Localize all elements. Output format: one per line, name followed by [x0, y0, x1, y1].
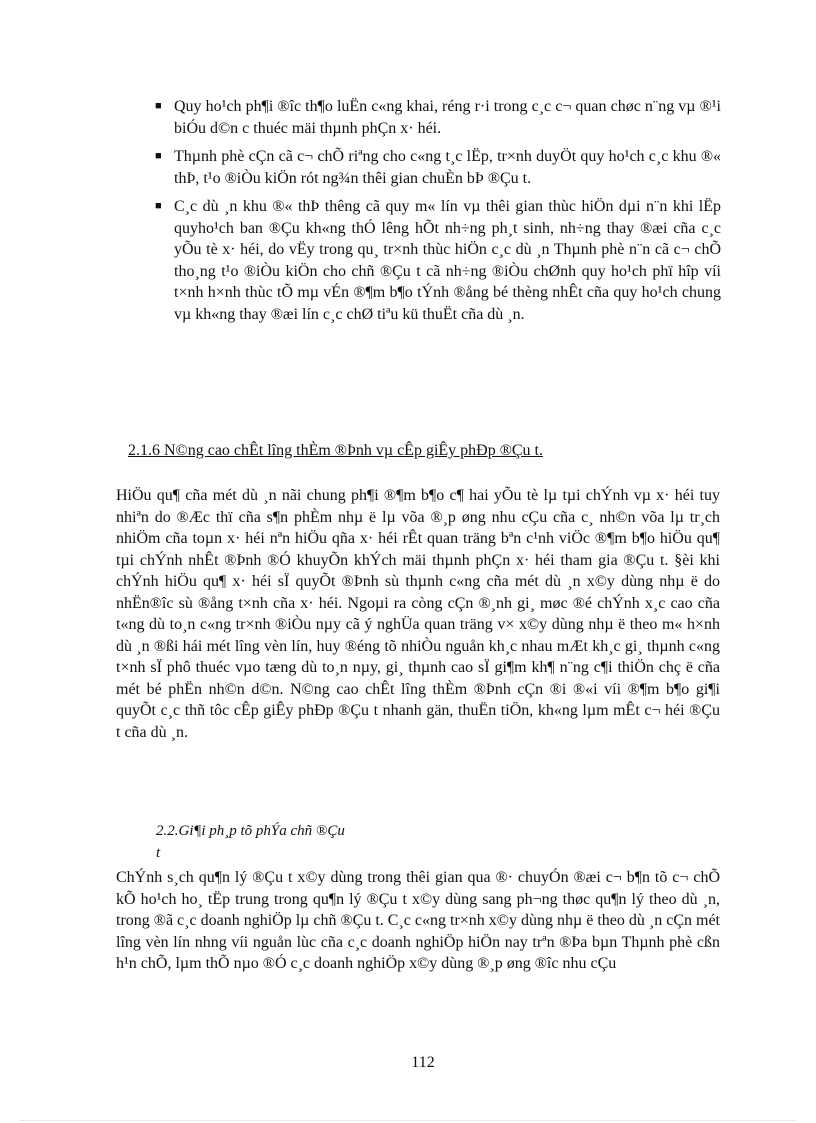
list-item — [155, 196, 721, 325]
list-item-text: Thµnh phè cÇn cã c¬ chÕ riªng cho c«ng t¸c lËp, tr×nh duyÖt quy ho¹ch c¸c khu ®« thÞ, t¹o ®iÒu kiÖn rót ng¾n thêi gian chuÈn bÞ ®Çu t. — [174, 148, 721, 187]
list-item — [155, 96, 721, 139]
footer-divider — [20, 1120, 796, 1121]
list-item-text: Quy ho¹ch ph¶i ®îc th¶o luËn c«ng khai, réng r·i trong c¸c c¬ quan chøc n¨ng vµ ®¹i biÓu d©n c thuéc mäi thµnh phÇn x· héi. — [174, 98, 721, 137]
body-paragraph: ChÝnh s¸ch qu¶n lý ®Çu t x©y dùng trong thêi gian qua ®· chuyÓn ®æi c¬ b¶n tõ c¬ chÕ kÕ ho¹ch ho¸ tËp trung trong qu¶n lý ®Çu t x©y dùng sang ph¬ng thøc qu¶n lý theo dù ¸n, trong ®ã c¸c doanh nghiÖp lµ chñ ®Çu t. C¸c c«ng tr×nh x©y dùng nhµ ë theo dù ¸n cÇn mét lîng vèn lín nhng víi nguån lùc cña c¸c doanh nghiÖp hiÖn nay trªn ®Þa bµn Thµnh phè cßn h¹n chÕ, lµm thÕ nµo ®Ó c¸c doanh nghiÖp x©y dùng ®¸p øng ®îc nhu cÇu — [116, 869, 720, 972]
recommendation-list — [155, 96, 721, 332]
page-number: 112 — [411, 1054, 435, 1071]
list-item — [155, 146, 721, 189]
list-item-text: C¸c dù ¸n khu ®« thÞ thêng cã quy m« lín vµ thêi gian thùc hiÖn dµi n¨n khi lËp quyho¹ch ban ®Çu kh«ng thÓ lêng hÕt nh÷ng ph¸t sinh, nh÷ng thay ®æi cña c¸c yÕu tè x· héi, do vËy trong qu¸ tr×nh thùc hiÖn c¸c dù ¸n Thµnh phè n¨n cã c¬ chÕ tho¸ng t¹o ®iÒu kiÖn cho chñ ®Çu t cã nh÷ng ®iÒu chØnh quy ho¹ch phï hîp víi t×nh h×nh thùc tÕ mµ vÉn ®¶m b¶o tÝnh ®ång bé thèng nhÊt cña quy ho¹ch chung vµ kh«ng thay ®æi lín c¸c chØ tiªu kü thuËt cña dù ¸n. — [174, 198, 721, 323]
subsection-heading: 2.2.Gi¶i ph¸p tõ phÝa chñ ®Çu t — [156, 823, 345, 861]
bullet-square-icon: ■ — [155, 100, 162, 112]
body-paragraph: HiÖu qu¶ cña mét dù ¸n nãi chung ph¶i ®¶m b¶o c¶ hai yÕu tè lµ tµi chÝnh vµ x· héi tuy nhiªn do ®Æc thï cña s¶n phÈm nhµ ë lµ võa ®¸p øng nhu cÇu cña c¸ nh©n võa lµ tr¸ch nhiÖm cña toµn x· héi nªn hiÖu qña x· héi rÊt quan träng bªn c¹nh viÖc ®¶m b¶o hiÖu qu¶ tµi chÝnh nhÊt ®Þnh ®Ó khuyÕn khÝch mäi thµnh phÇn x· héi tham gia ®Çu t. §èi khi chÝnh hiÖu qu¶ x· héi sÏ quyÕt ®Þnh sù thµnh c«ng cña mét dù ¸n x©y dùng nhµ ë do nhËn®îc sù ®ång t×nh cña x· héi. Ngoµi ra còng cÇn ®¸nh gi¸ møc ®é chÝnh x¸c cao cña t«ng dù to¸n c«ng tr×nh ®iÒu nµy cã ý nghÜa quan träng v× x©y dùng nhµ ë theo m« h×nh dù ¸n ®ßi hái mét lîng vèn lín, huy ®éng tõ nhiÒu nguån kh¸c nhau mÆt kh¸c gi¸ thµnh c«ng t×nh sÏ phô thuéc vµo tæng dù to¸n nµy, gi¸ thµnh cao sÏ gi¶m kh¶ n¨ng c¶i thiÖn chç ë cña mét bé phËn nh©n d©n. N©ng cao chÊt lîng thÈm ®Þnh cÇn ®i ®«i víi ®¶m b¶o gi¶i quyÕt c¸c thñ tôc cÊp giÊy phÐp ®Çu t nhanh gän, thuËn tiÖn, kh«ng lµm mÊt c¬ héi ®Çu t cña dù ¸n. — [116, 487, 720, 741]
bullet-square-icon: ■ — [155, 150, 162, 162]
bullet-square-icon: ■ — [155, 200, 162, 212]
section-heading: 2.1.6 N©ng cao chÊt lîng thÈm ®Þnh vµ cÊp giÊy phÐp ®Çu t. — [128, 442, 543, 459]
